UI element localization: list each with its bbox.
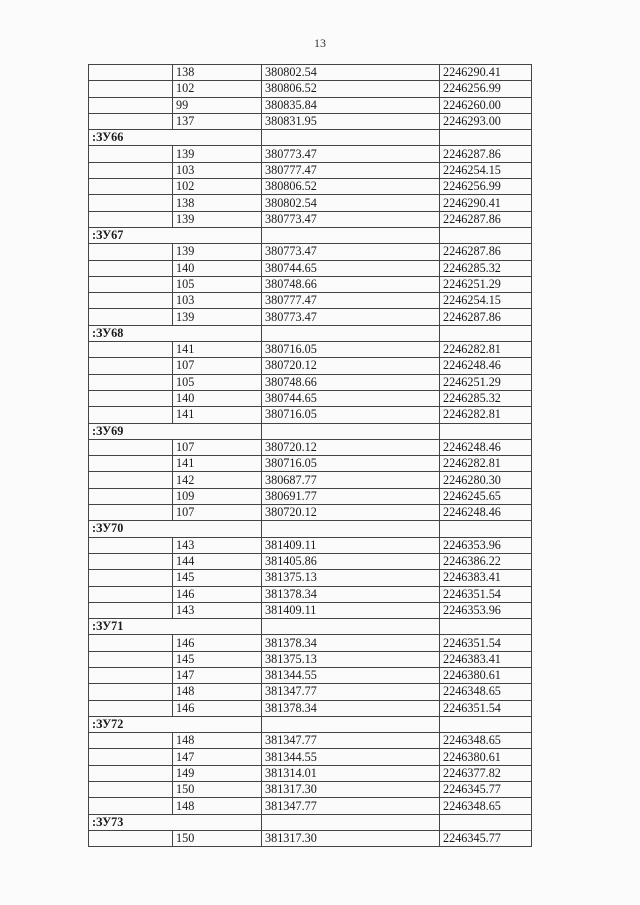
table-row	[89, 293, 532, 309]
parcel-cell-empty	[89, 830, 173, 846]
x-coordinate: 380773.47	[262, 244, 440, 260]
y-coordinate: 2246285.32	[440, 390, 532, 406]
y-coordinate: 2246251.29	[440, 276, 532, 292]
y-coordinate: 2246353.96	[440, 537, 532, 553]
x-coordinate: 380802.54	[262, 195, 440, 211]
x-coordinate: 381347.77	[262, 733, 440, 749]
x-coordinate: 380773.47	[262, 309, 440, 325]
point-number: 139	[173, 309, 262, 325]
y-coordinate: 2246348.65	[440, 684, 532, 700]
point-number: 137	[173, 113, 262, 129]
x-coordinate: 380748.66	[262, 374, 440, 390]
x-cell-empty	[262, 521, 440, 537]
parcel-cell-empty	[89, 651, 173, 667]
y-coordinate: 2246282.81	[440, 342, 532, 358]
table-row	[89, 439, 532, 455]
x-coordinate: 380773.47	[262, 211, 440, 227]
point-number: 140	[173, 390, 262, 406]
parcel-cell-empty	[89, 553, 173, 569]
parcel-label: :ЗУ73	[89, 814, 262, 830]
point-number: 147	[173, 749, 262, 765]
x-coordinate: 380806.52	[262, 81, 440, 97]
parcel-cell-empty	[89, 244, 173, 260]
x-coordinate: 381378.34	[262, 586, 440, 602]
x-coordinate: 380716.05	[262, 342, 440, 358]
x-coordinate: 380744.65	[262, 260, 440, 276]
y-coordinate: 2246245.65	[440, 488, 532, 504]
parcel-cell-empty	[89, 586, 173, 602]
table-row	[89, 488, 532, 504]
point-number: 103	[173, 162, 262, 178]
parcel-cell-empty	[89, 765, 173, 781]
x-coordinate: 380744.65	[262, 390, 440, 406]
parcel-cell-empty	[89, 65, 173, 81]
x-coordinate: 381375.13	[262, 570, 440, 586]
parcel-cell-empty	[89, 684, 173, 700]
table-row	[89, 276, 532, 292]
y-coordinate: 2246287.86	[440, 309, 532, 325]
point-number: 138	[173, 195, 262, 211]
table-row	[89, 782, 532, 798]
y-coordinate: 2246351.54	[440, 586, 532, 602]
point-number: 150	[173, 830, 262, 846]
point-number: 109	[173, 488, 262, 504]
x-cell-empty	[262, 325, 440, 341]
table-row	[89, 830, 532, 846]
table-row	[89, 635, 532, 651]
x-cell-empty	[262, 130, 440, 146]
y-coordinate: 2246248.46	[440, 439, 532, 455]
table-row	[89, 179, 532, 195]
coordinates-table	[88, 64, 532, 847]
parcel-cell-empty	[89, 635, 173, 651]
parcel-cell-empty	[89, 81, 173, 97]
table-row	[89, 358, 532, 374]
parcel-cell-empty	[89, 390, 173, 406]
table-row	[89, 260, 532, 276]
point-number: 149	[173, 765, 262, 781]
x-cell-empty	[262, 619, 440, 635]
table-row	[89, 733, 532, 749]
y-coordinate: 2246348.65	[440, 733, 532, 749]
y-cell-empty	[440, 521, 532, 537]
x-cell-empty	[262, 423, 440, 439]
y-coordinate: 2246290.41	[440, 65, 532, 81]
x-coordinate: 380831.95	[262, 113, 440, 129]
x-coordinate: 381378.34	[262, 700, 440, 716]
x-coordinate: 380773.47	[262, 146, 440, 162]
point-number: 139	[173, 211, 262, 227]
y-coordinate: 2246383.41	[440, 570, 532, 586]
point-number: 145	[173, 570, 262, 586]
x-coordinate: 380835.84	[262, 97, 440, 113]
table-row	[89, 390, 532, 406]
point-number: 148	[173, 684, 262, 700]
point-number: 99	[173, 97, 262, 113]
point-number: 102	[173, 179, 262, 195]
y-coordinate: 2246348.65	[440, 798, 532, 814]
y-coordinate: 2246282.81	[440, 456, 532, 472]
x-coordinate: 380720.12	[262, 505, 440, 521]
table-row	[89, 309, 532, 325]
y-coordinate: 2246353.96	[440, 602, 532, 618]
x-coordinate: 380716.05	[262, 456, 440, 472]
table-row	[89, 553, 532, 569]
table-row	[89, 749, 532, 765]
x-coordinate: 380691.77	[262, 488, 440, 504]
table-row	[89, 798, 532, 814]
point-number: 146	[173, 635, 262, 651]
parcel-cell-empty	[89, 260, 173, 276]
parcel-header-row	[89, 814, 532, 830]
x-coordinate: 381378.34	[262, 635, 440, 651]
y-coordinate: 2246254.15	[440, 293, 532, 309]
x-coordinate: 381314.01	[262, 765, 440, 781]
parcel-cell-empty	[89, 162, 173, 178]
point-number: 105	[173, 276, 262, 292]
coordinates-table-body	[89, 65, 532, 847]
parcel-cell-empty	[89, 733, 173, 749]
y-coordinate: 2246380.61	[440, 667, 532, 683]
point-number: 143	[173, 537, 262, 553]
y-coordinate: 2246287.86	[440, 244, 532, 260]
y-coordinate: 2246380.61	[440, 749, 532, 765]
x-cell-empty	[262, 227, 440, 243]
parcel-label: :ЗУ69	[89, 423, 262, 439]
parcel-label: :ЗУ66	[89, 130, 262, 146]
table-row	[89, 146, 532, 162]
table-row	[89, 65, 532, 81]
y-coordinate: 2246345.77	[440, 782, 532, 798]
x-coordinate: 381344.55	[262, 749, 440, 765]
parcel-header-row	[89, 521, 532, 537]
parcel-cell-empty	[89, 407, 173, 423]
point-number: 138	[173, 65, 262, 81]
parcel-cell-empty	[89, 472, 173, 488]
x-coordinate: 381347.77	[262, 684, 440, 700]
point-number: 107	[173, 505, 262, 521]
table-row	[89, 505, 532, 521]
y-cell-empty	[440, 423, 532, 439]
point-number: 140	[173, 260, 262, 276]
y-coordinate: 2246351.54	[440, 635, 532, 651]
table-row	[89, 651, 532, 667]
parcel-cell-empty	[89, 782, 173, 798]
table-row	[89, 162, 532, 178]
table-row	[89, 81, 532, 97]
y-coordinate: 2246254.15	[440, 162, 532, 178]
table-row	[89, 342, 532, 358]
table-row	[89, 765, 532, 781]
parcel-label: :ЗУ72	[89, 716, 262, 732]
parcel-cell-empty	[89, 537, 173, 553]
y-cell-empty	[440, 325, 532, 341]
parcel-cell-empty	[89, 342, 173, 358]
parcel-cell-empty	[89, 700, 173, 716]
y-cell-empty	[440, 619, 532, 635]
point-number: 139	[173, 244, 262, 260]
parcel-cell-empty	[89, 195, 173, 211]
point-number: 148	[173, 798, 262, 814]
table-row	[89, 684, 532, 700]
y-coordinate: 2246345.77	[440, 830, 532, 846]
parcel-cell-empty	[89, 667, 173, 683]
parcel-label: :ЗУ67	[89, 227, 262, 243]
x-coordinate: 380716.05	[262, 407, 440, 423]
parcel-label: :ЗУ68	[89, 325, 262, 341]
table-row	[89, 570, 532, 586]
y-coordinate: 2246285.32	[440, 260, 532, 276]
parcel-label: :ЗУ71	[89, 619, 262, 635]
table-row	[89, 456, 532, 472]
point-number: 139	[173, 146, 262, 162]
y-coordinate: 2246251.29	[440, 374, 532, 390]
parcel-cell-empty	[89, 358, 173, 374]
x-coordinate: 381347.77	[262, 798, 440, 814]
point-number: 148	[173, 733, 262, 749]
y-coordinate: 2246290.41	[440, 195, 532, 211]
y-coordinate: 2246383.41	[440, 651, 532, 667]
point-number: 150	[173, 782, 262, 798]
parcel-cell-empty	[89, 602, 173, 618]
y-cell-empty	[440, 227, 532, 243]
parcel-cell-empty	[89, 146, 173, 162]
parcel-cell-empty	[89, 439, 173, 455]
x-coordinate: 381317.30	[262, 830, 440, 846]
y-coordinate: 2246351.54	[440, 700, 532, 716]
parcel-cell-empty	[89, 113, 173, 129]
y-coordinate: 2246248.46	[440, 358, 532, 374]
y-coordinate: 2246248.46	[440, 505, 532, 521]
point-number: 141	[173, 342, 262, 358]
y-cell-empty	[440, 130, 532, 146]
x-cell-empty	[262, 716, 440, 732]
point-number: 107	[173, 439, 262, 455]
table-row	[89, 537, 532, 553]
parcel-header-row	[89, 423, 532, 439]
point-number: 146	[173, 586, 262, 602]
y-coordinate: 2246287.86	[440, 146, 532, 162]
parcel-cell-empty	[89, 179, 173, 195]
parcel-cell-empty	[89, 374, 173, 390]
x-coordinate: 380720.12	[262, 439, 440, 455]
parcel-cell-empty	[89, 293, 173, 309]
x-coordinate: 380720.12	[262, 358, 440, 374]
y-coordinate: 2246282.81	[440, 407, 532, 423]
parcel-cell-empty	[89, 749, 173, 765]
point-number: 107	[173, 358, 262, 374]
table-row	[89, 195, 532, 211]
y-coordinate: 2246287.86	[440, 211, 532, 227]
x-coordinate: 380777.47	[262, 293, 440, 309]
point-number: 105	[173, 374, 262, 390]
y-coordinate: 2246386.22	[440, 553, 532, 569]
parcel-cell-empty	[89, 488, 173, 504]
point-number: 143	[173, 602, 262, 618]
parcel-cell-empty	[89, 97, 173, 113]
table-row	[89, 97, 532, 113]
table-row	[89, 244, 532, 260]
point-number: 103	[173, 293, 262, 309]
table-row	[89, 211, 532, 227]
point-number: 146	[173, 700, 262, 716]
y-coordinate: 2246377.82	[440, 765, 532, 781]
parcel-header-row	[89, 227, 532, 243]
point-number: 142	[173, 472, 262, 488]
point-number: 141	[173, 456, 262, 472]
x-coordinate: 381409.11	[262, 537, 440, 553]
table-row	[89, 586, 532, 602]
table-row	[89, 113, 532, 129]
y-cell-empty	[440, 814, 532, 830]
parcel-cell-empty	[89, 276, 173, 292]
y-coordinate: 2246260.00	[440, 97, 532, 113]
x-coordinate: 381317.30	[262, 782, 440, 798]
parcel-cell-empty	[89, 309, 173, 325]
page-number: 13	[314, 36, 326, 50]
y-coordinate: 2246280.30	[440, 472, 532, 488]
x-coordinate: 381344.55	[262, 667, 440, 683]
y-coordinate: 2246256.99	[440, 179, 532, 195]
y-cell-empty	[440, 716, 532, 732]
x-coordinate: 380748.66	[262, 276, 440, 292]
parcel-header-row	[89, 325, 532, 341]
point-number: 147	[173, 667, 262, 683]
table-row	[89, 472, 532, 488]
y-coordinate: 2246293.00	[440, 113, 532, 129]
parcel-label: :ЗУ70	[89, 521, 262, 537]
table-row	[89, 374, 532, 390]
x-coordinate: 380806.52	[262, 179, 440, 195]
x-coordinate: 380802.54	[262, 65, 440, 81]
parcel-header-row	[89, 130, 532, 146]
point-number: 141	[173, 407, 262, 423]
parcel-header-row	[89, 619, 532, 635]
point-number: 102	[173, 81, 262, 97]
parcel-cell-empty	[89, 570, 173, 586]
x-coordinate: 381375.13	[262, 651, 440, 667]
x-coordinate: 380687.77	[262, 472, 440, 488]
table-row	[89, 602, 532, 618]
parcel-cell-empty	[89, 505, 173, 521]
point-number: 144	[173, 553, 262, 569]
x-coordinate: 381409.11	[262, 602, 440, 618]
x-coordinate: 381405.86	[262, 553, 440, 569]
x-coordinate: 380777.47	[262, 162, 440, 178]
table-row	[89, 700, 532, 716]
parcel-header-row	[89, 716, 532, 732]
table-row	[89, 667, 532, 683]
x-cell-empty	[262, 814, 440, 830]
table-row	[89, 407, 532, 423]
parcel-cell-empty	[89, 211, 173, 227]
parcel-cell-empty	[89, 798, 173, 814]
parcel-cell-empty	[89, 456, 173, 472]
y-coordinate: 2246256.99	[440, 81, 532, 97]
point-number: 145	[173, 651, 262, 667]
